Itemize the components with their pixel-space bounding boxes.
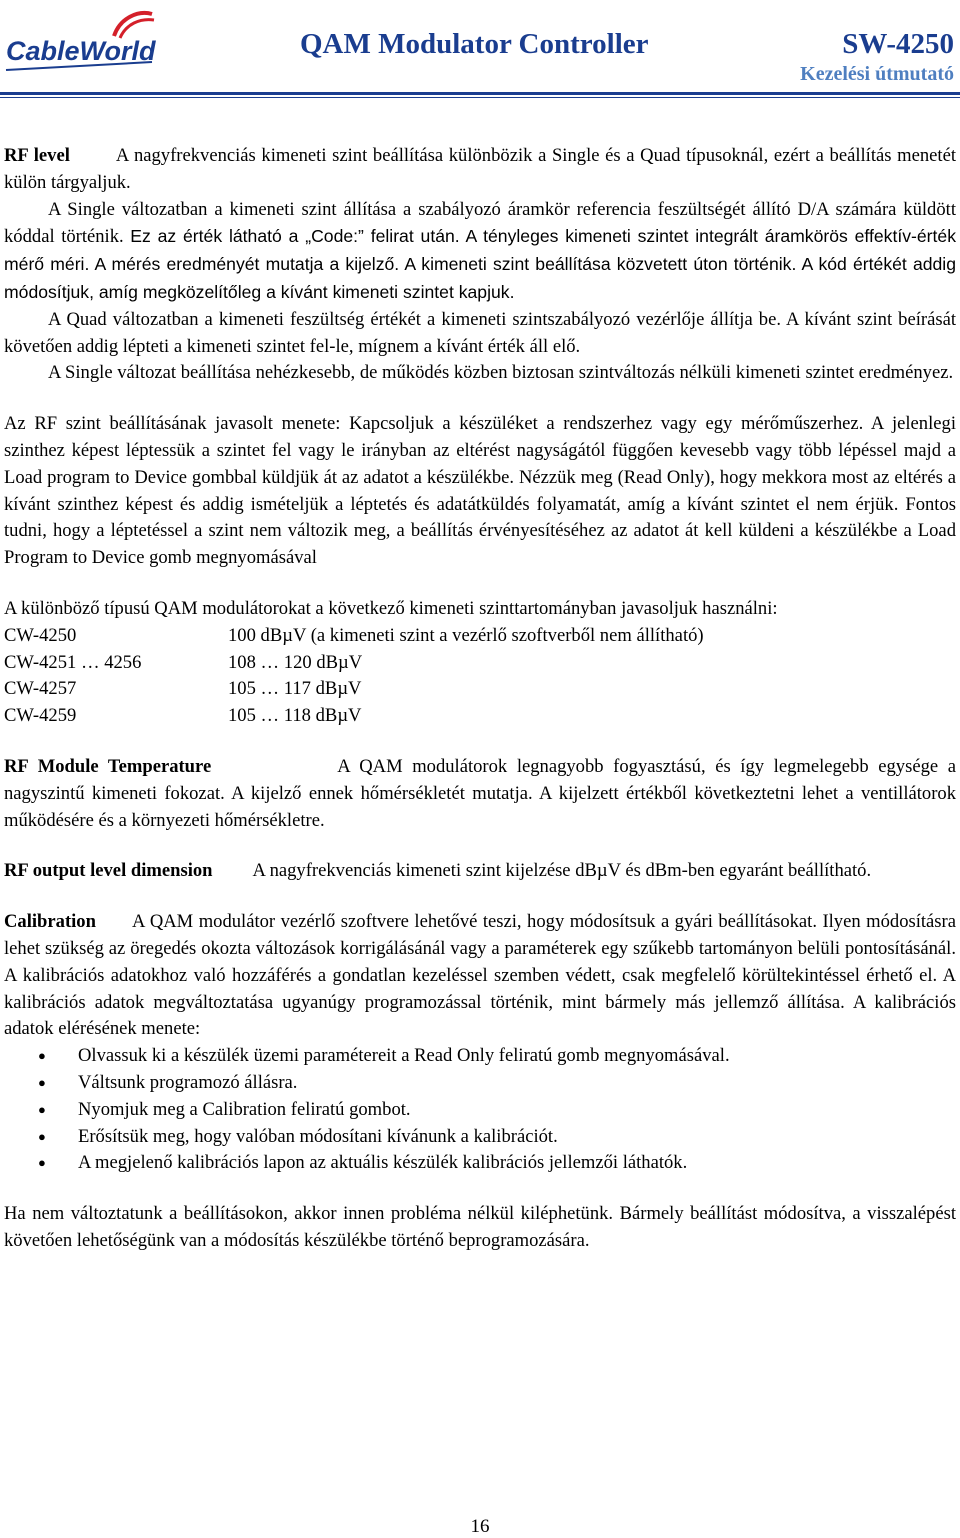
- ranges-intro: A különböző típusú QAM modulátorokat a következő kimeneti szinttartományban javasoljuk használni:: [4, 597, 778, 619]
- rf-module-temperature-paragraph: [4, 754, 956, 834]
- range-model: CW-4251 … 4256: [4, 651, 142, 673]
- rf-output-level-dimension-label: RF output level dimension: [4, 860, 213, 882]
- list-item: ● Nyomjuk meg a Calibration feliratú gombot.: [4, 1097, 956, 1124]
- rf-level-paragraph: [4, 143, 956, 197]
- range-value: 100 dBµV (a kimeneti szint a vezérlő szoftverből nem állítható): [228, 624, 704, 646]
- calibration-label: Calibration: [4, 911, 96, 933]
- single-paragraph: [4, 197, 956, 307]
- header-rule: [0, 92, 960, 95]
- list-item: ● Váltsunk programozó állásra.: [4, 1070, 956, 1097]
- rf-level-label: RF level: [4, 145, 70, 166]
- calibration-closing-paragraph: Ha nem változtatunk a beállításokon, akkor innen probléma nélkül kiléphetünk. Bármely beállítást módosítva, a visszalépést követően lehetőségünk van a módosítás készülékbe történő beprogramozására.: [4, 1203, 956, 1251]
- page-number: 16: [470, 1516, 490, 1537]
- range-value: 108 … 120 dBµV: [228, 651, 363, 673]
- svg-text:CableWorld: CableWorld: [6, 36, 156, 66]
- range-row: [4, 703, 956, 730]
- document-subtitle: Kezelési útmutató: [800, 63, 954, 85]
- list-item: ● Olvassuk ki a készülék üzemi paramétereit a Read Only feliratú gomb megnyomásával.: [4, 1043, 956, 1070]
- cableworld-logo: [2, 6, 162, 76]
- range-row: [4, 676, 956, 703]
- range-model: CW-4259: [4, 705, 77, 727]
- single-text-sans: Ez az érték látható a „Code:” felirat után. A tényleges kimeneti szintet integrált áramkörös effektív-érték mérő méri. A mérés eredményét mutatja a kijelző. A kimeneti szint beállítása közvetett úton történik. A kód értékét addig módosítjuk, amíg megközelítőleg a kívánt kimeneti szintet kapjuk.: [4, 226, 956, 302]
- header-rule-thin: [0, 97, 960, 98]
- rf-output-level-dimension-paragraph: [4, 858, 956, 885]
- single-summary-paragraph: A Single változat beállítása nehézkesebb, de működés közben biztosan szintváltozás nélküli kimeneti szintet eredményez.: [48, 362, 954, 384]
- range-value: 105 … 117 dBµV: [228, 678, 362, 700]
- procedure-paragraph: Az RF szint beállításának javasolt menete: Kapcsoljuk a készüléket a rendszerhez vagy egy mérőműszerhez. A jelenlegi szinthez képest léptessük a szintet fel vagy le irányban az eltérést nagyságától függően kevesebb vagy több lépéssel majd a Load program to Device gombbal küldjük át az adatot a készülékbe. Nézzük meg (Read Only), hogy mekkora most az eltérés a kívánt szinthez képest és addig ismételjük a léptetés és adatátküldés folyamatát, amíg a kívánt szintet el nem érjük. Fontos tudni, hogy a léptetéssel a szint nem változik meg, a beállítás érvényesítéséhez az adatot át kell küldeni a készülékbe a Load Program to Device gomb megnyomásával: [4, 413, 956, 569]
- range-model: CW-4257: [4, 678, 77, 700]
- list-item: ● A megjelenő kalibrációs lapon az aktuális készülék kalibrációs jellemzői láthatók.: [4, 1150, 956, 1177]
- range-model: CW-4250: [4, 624, 77, 646]
- model-number: SW-4250: [842, 28, 954, 60]
- ranges-table: [4, 623, 956, 730]
- calibration-text: A QAM modulátor vezérlő szoftvere lehetővé teszi, hogy módosítsuk a gyári beállításokat. Ilyen módosításra lehet szükség az öregedés okozta változások korrigálásánál vagy a paraméterek egy szűkebb tartományon belüli pontosításánál. A kalibrációs adatokhoz való hozzáférés a gondatlan kezeléssel szemben védett, csak megfelelő körültekintéssel érhető el. A kalibrációs adatok megváltoztatása ugyanúgy programozással történik, mint bármely más jellemző állítása. A kalibrációs adatok elérésének menete:: [4, 911, 956, 1040]
- quad-paragraph: A Quad változatban a kimeneti feszültség értékét a kimeneti szintszabályozó vezérlője állítja be. A kívánt szint beírását követően addig lépteti a kimeneti szintet fel-le, mígnem a kívánt érték áll elő.: [4, 308, 956, 357]
- rf-level-intro: A nagyfrekvenciás kimeneti szint beállítása különbözik a Single és a Quad típusoknál, ezért a beállítás menetét külön tárgyaljuk.: [4, 145, 956, 193]
- document-title: QAM Modulator Controller: [300, 28, 649, 60]
- rf-module-temperature-text: A QAM modulátorok legnagyobb fogyasztású, és így legmelegebb egysége a nagyszintű kimeneti fokozat. A kijelző ennek hőmérsékletét mutatja. A kijelzett értékből következtetni lehet a ventillátorok működésére és a környezeti hőmérsékletre.: [4, 755, 956, 831]
- range-value: 105 … 118 dBµV: [228, 705, 362, 727]
- rf-output-level-dimension-text: A nagyfrekvenciás kimeneti szint kijelzése dBµV és dBm-ben egyaránt beállítható.: [252, 860, 872, 882]
- calibration-paragraph: [4, 909, 956, 1043]
- page-header: [0, 0, 960, 100]
- single-text: A Single változatban a kimeneti szint állítása a szabályozó áramkör referencia feszültségét állító D/A számára küldött kóddal történik.: [4, 198, 956, 248]
- rf-module-temperature-label: RF Module Temperature: [4, 755, 212, 777]
- page-body: [4, 143, 956, 1255]
- range-row: [4, 623, 956, 650]
- calibration-steps: [4, 1043, 956, 1177]
- range-row: [4, 650, 956, 677]
- list-item: ● Erősítsük meg, hogy valóban módosítani kívánunk a kalibrációt.: [4, 1124, 956, 1151]
